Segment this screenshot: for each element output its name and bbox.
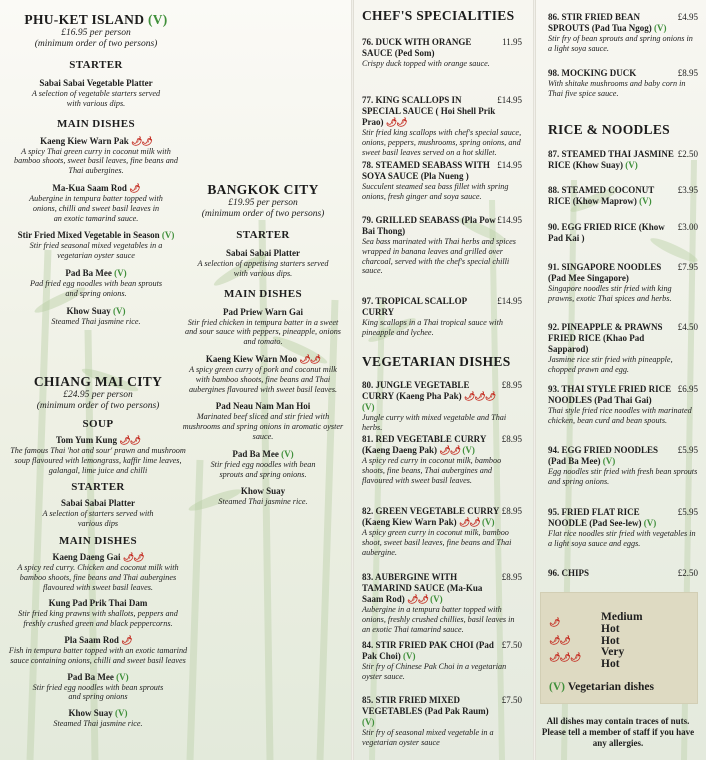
dish-name: 82. GREEN VEGETABLE CURRY (Kaeng Kiew Warn Pak) <box>362 506 500 527</box>
dish-desc: Stir fried king prawns with shallots, peppers and freshly crushed green and black peppercorns. <box>18 609 178 629</box>
dish-desc: A spicy green curry in coconut milk, bamboo shoot, sweet basil leaves, fine beans and Thai aubergine. <box>362 528 512 557</box>
dish-desc: A spicy red curry. Chicken and coconut milk with bamboo shoots, fine beans and Thai aubergines flavoured with sweet basil leaves. <box>17 562 179 592</box>
chili-icon: 🌶🌶 <box>122 551 144 562</box>
phuket-starter-heading: STARTER <box>69 59 123 71</box>
dish-desc: A selection of vegetable starters served with various dips. <box>31 89 161 108</box>
dish-desc: A selection of appetising starters served with various dips. <box>197 259 329 278</box>
chili-icon: 🌶 <box>121 634 132 645</box>
veg-mark: (V) <box>403 651 416 661</box>
veg-mark: (V) <box>114 267 127 278</box>
dish-name: 85. STIR FRIED MIXED VEGETABLES (Pad Pak Raum) <box>362 695 489 716</box>
menu-item <box>362 434 522 485</box>
dish-name: Pad Neau Nam Man Hoi <box>215 401 311 412</box>
menu-item <box>362 572 522 634</box>
dish-name: Tom Yum Kung <box>55 435 117 445</box>
dish-desc: Fish in tempura batter topped with an exotic tamarind sauce containing onions, chilli and sweet basil leaves <box>8 645 188 665</box>
dish-name: Kaeng Kiew Warn Moo <box>205 353 297 364</box>
dish-desc: The famous Thai 'hot and sour' prawn and mushroom soup flavoured with lemongrass, kaffir lime leaves, galangal, lime juice and chilli <box>10 446 186 475</box>
dish-desc: Aubergine in a tempura batter topped with onions, freshly crushed chillies, basil leaves in an exotic Thai tamarind sauce. <box>362 605 515 634</box>
dish-name: 77. KING SCALLOPS IN SPECIAL SAUCE ( Hoi Shell Prik Prao) <box>362 95 496 127</box>
phuket-min-order: (minimum order of two persons) <box>34 39 158 49</box>
dish-desc: Stir fried seasonal mixed vegetables in a vegetarian oyster sauce <box>29 241 163 261</box>
chili-icon: 🌶🌶🌶 <box>463 391 496 401</box>
dish-name: 90. EGG FRIED RICE (Khow Pad Kai ) <box>548 222 665 243</box>
dish-name: Pad Ba Mee <box>67 671 114 682</box>
menu-item <box>362 160 522 202</box>
dish-desc: Thai style fried rice noodles with marinated chicken, bean curd and bean spouts. <box>548 406 692 425</box>
menu-item <box>362 37 522 69</box>
chili-icon: 🌶🌶 <box>407 594 428 604</box>
dish-name: Kaeng Daeng Gai <box>52 551 121 562</box>
dish-name: 93. THAI STYLE FRIED RICE NOODLES (Pad Thai Gai) <box>548 384 672 405</box>
bangkok-title: BANGKOK CITY <box>207 182 319 197</box>
dish-desc: A spicy Thai green curry in coconut milk with bamboo shoots, sweet basil leaves, fine beans and Thai aubergines. <box>14 146 178 176</box>
dish-price: £14.95 <box>497 215 522 225</box>
dish-desc: Stir fried egg noodles with bean sprouts and spring onions <box>32 682 164 702</box>
legend-hot: Hot <box>601 634 620 647</box>
menu-item <box>362 95 522 157</box>
veg-mark: (V) <box>654 23 667 33</box>
veg-mark: (V) <box>639 196 652 206</box>
dish-desc: Pad fried egg noodles with bean sprouts and spring onions. <box>29 278 163 298</box>
veg-mark: (V) <box>281 448 294 459</box>
dish-desc: King scallops in a Thai tropical sauce with pineapple and lychee. <box>362 318 503 337</box>
chiangmai-main-heading: MAIN DISHES <box>58 534 138 547</box>
veg-title: VEGETARIAN DISHES <box>362 354 511 369</box>
menu-item <box>548 507 698 549</box>
dish-desc: Jungle curry with mixed vegetable and Thai herbs. <box>362 413 507 432</box>
chiangmai-min-order: (minimum order of two persons) <box>36 401 160 411</box>
chili-icon: 🌶🌶 <box>119 435 141 445</box>
chili-icon: 🌶🌶 <box>439 445 461 455</box>
dish-desc: Stir fry of Chinese Pak Choi in a vegetarian oyster sauce. <box>362 662 507 681</box>
dish-name: Kung Pad Prik Thai Dam <box>48 598 148 609</box>
dish-desc: Flat rice noodles stir fried with vegetables in a light soya sauce and eggs. <box>548 529 696 548</box>
menu-item <box>548 322 698 375</box>
dish-name: Kaeng Kiew Warn Pak <box>40 135 129 146</box>
allergy-note: All dishes may contain traces of nuts. Please tell a member of staff if you have any allergies. <box>541 716 695 748</box>
dish-name: 79. GRILLED SEABASS (Pla Pow Bai Thong) <box>362 215 496 236</box>
dish-desc: Steamed Thai jasmine rice. <box>53 719 143 729</box>
phuket-title: PHU-KET ISLAND <box>24 12 145 27</box>
dish-price: £4.95 <box>677 12 698 22</box>
dish-price: 11.95 <box>502 37 522 47</box>
bangkok-starter-heading: STARTER <box>236 229 290 241</box>
chiangmai-starter-heading: STARTER <box>71 481 125 494</box>
dish-price: £5.95 <box>677 507 698 517</box>
dish-price: £5.95 <box>677 445 698 455</box>
bangkok-main-heading: MAIN DISHES <box>223 287 303 300</box>
legend-vegetarian: Vegetarian dishes <box>567 681 654 693</box>
dish-name: 87. STEAMED THAI JASMINE RICE (Khow Suay) <box>548 149 674 170</box>
dish-desc: A spicy green curry of pork and coconut milk with bamboo shoots, fine beans and Thai aubergines flavoured with sweet basil leaves. <box>188 364 338 394</box>
veg-mark: (V) <box>362 717 375 727</box>
dish-desc: Stir fried king scallops with chef's special sauce, onions, peppers, mushrooms, spring onions, and sweet basil leaves served on a hot skillet. <box>362 128 522 157</box>
veg-mark: (V) <box>116 671 129 682</box>
dish-price: £3.00 <box>677 222 698 232</box>
dish-name: Pad Priew Warn Gai <box>222 306 304 317</box>
bangkok-section <box>182 182 344 507</box>
menu-item <box>362 506 522 557</box>
chiangmai-section <box>8 374 188 729</box>
veg-mark: (V) <box>462 445 475 455</box>
menu-item <box>548 68 698 99</box>
dish-name: 86. STIR FRIED BEAN SPROUTS (Pad Tua Ngog) <box>548 12 652 33</box>
menu-item <box>362 380 522 433</box>
dish-name: Sabai Sabai Platter <box>225 248 300 258</box>
menu-item <box>362 215 522 276</box>
dish-name: Ma-Kua Saam Rod <box>52 182 127 193</box>
veg-mark: (V) <box>430 594 443 604</box>
dish-name: 94. EGG FRIED NOODLES (Pad Ba Mee) <box>548 445 659 466</box>
dish-desc: Steamed Thai jasmine rice. <box>51 316 141 326</box>
veg-mark: (V) <box>625 160 638 170</box>
dish-desc: With shitake mushrooms and baby corn in Thai five spice sauce. <box>548 79 686 98</box>
dish-name: 76. DUCK WITH ORANGE SAUCE (Ped Som) <box>362 37 472 58</box>
menu-item <box>548 149 698 171</box>
bangkok-price: £19.95 per person <box>228 198 298 208</box>
dish-name: 83. AUBERGINE WITH TAMARIND SAUCE (Ma-Kua Saam Rod) <box>362 572 483 604</box>
menu-item <box>548 384 698 426</box>
dish-name: 78. STEAMED SEABASS WITH SOYA SAUCE (Pla Nueng ) <box>362 160 490 181</box>
veg-mark: (V) <box>602 456 616 466</box>
phuket-price: £16.95 per person <box>61 28 131 38</box>
menu-item <box>548 568 698 579</box>
dish-desc: Sea bass marinated with Thai herbs and spices wrapped in banana leaves and grilled over charcoal, served with the chef's special chilli sauce. <box>362 237 516 276</box>
page-fold <box>351 0 354 760</box>
menu-item <box>362 695 522 748</box>
chiangmai-soup-heading: SOUP <box>82 418 114 430</box>
legend-very-hot: Very Hot <box>601 645 625 670</box>
chili-icon: 🌶🌶 <box>458 517 480 527</box>
dish-name: 80. JUNGLE VEGETABLE CURRY (Kaeng Pha Pak) <box>362 380 470 401</box>
dish-name: 95. FRIED FLAT RICE NOODLE (Pad See-lew) <box>548 507 642 528</box>
dish-price: £8.95 <box>677 68 698 78</box>
menu-item <box>548 445 698 487</box>
veg-mark: (V) <box>161 230 175 241</box>
dish-price: £2.50 <box>677 149 698 159</box>
chili-icon: 🌶🌶🌶 <box>549 652 581 662</box>
dish-price: £8.95 <box>501 506 522 516</box>
dish-price: £7.50 <box>501 695 522 705</box>
menu-item <box>548 262 698 304</box>
dish-desc: Stir fry of bean sprouts and spring onions in a light soya sauce. <box>548 34 693 53</box>
chili-icon: 🌶 <box>129 182 140 193</box>
dish-name: Sabai Sabai Vegetable Platter <box>39 78 153 88</box>
chef-title: CHEF'S SPECIALITIES <box>362 8 515 23</box>
menu-item <box>362 640 522 682</box>
dish-name: 98. MOCKING DUCK <box>548 68 637 78</box>
menu-item <box>548 222 698 244</box>
veg-mark: (V) <box>643 518 657 528</box>
dish-name: 81. RED VEGETABLE CURRY (Kaeng Daeng Pak) <box>362 434 487 455</box>
dish-price: £6.95 <box>677 384 698 394</box>
menu-item <box>548 12 698 54</box>
dish-name: Khow Suay <box>68 708 113 719</box>
dish-desc: Succulent steamed sea bass fillet with spring onions, fresh ginger and soya sauce. <box>362 182 509 201</box>
veg-mark: (V) <box>147 12 168 27</box>
veg-mark: (V) <box>362 402 375 412</box>
chiangmai-price: £24.95 per person <box>63 390 133 400</box>
phuket-section <box>10 12 182 326</box>
dish-name: Pad Ba Mee <box>232 448 279 459</box>
dish-name: 91. SINGAPORE NOODLES (Pad Mee Singapore) <box>548 262 662 283</box>
dish-desc: A spicy red curry in coconut milk, bamboo shoots, fine beans, Thai aubergines and flavoured with sweet basil leaves. <box>362 456 502 485</box>
dish-name: Khow Suay <box>66 305 111 316</box>
dish-name: Pad Ba Mee <box>65 267 112 278</box>
veg-mark: (V) <box>113 305 126 316</box>
chiangmai-title: CHIANG MAI CITY <box>33 374 163 389</box>
dish-price: £14.95 <box>497 95 522 105</box>
dish-price: £8.95 <box>501 572 522 582</box>
spice-legend <box>540 592 698 704</box>
dish-desc: Aubergine in tempura batter topped with onions, chilli and sweet basil leaves in an exotic tamarind sauce. <box>29 193 163 223</box>
menu-item <box>548 185 698 207</box>
dish-name: 84. STIR FRIED PAK CHOI (Pad Pak Choi) <box>362 640 494 661</box>
dish-desc: Singapore noodles stir fried with king prawns, exotic Thai spices and herbs. <box>548 284 672 303</box>
phuket-main-heading: MAIN DISHES <box>56 117 136 130</box>
chili-icon: 🌶 <box>549 617 560 627</box>
dish-name: 96. CHIPS <box>548 568 590 578</box>
dish-price: £14.95 <box>497 296 522 306</box>
dish-name: 97. TROPICAL SCALLOP CURRY <box>362 296 467 317</box>
dish-desc: Stir fried egg noodles with bean sprouts and spring onions. <box>210 459 316 479</box>
legend-medium-hot: Medium Hot <box>601 610 643 635</box>
dish-price: £4.50 <box>677 322 698 332</box>
menu-item <box>362 296 522 338</box>
rice-noodles-title: RICE & NOODLES <box>548 122 670 137</box>
dish-name: Stir Fried Mixed Vegetable in Season <box>17 230 160 241</box>
chili-icon: 🌶🌶 <box>385 117 407 127</box>
dish-name: Khow Suay <box>240 486 286 497</box>
chili-icon: 🌶🌶 <box>130 135 152 146</box>
dish-price: £8.95 <box>501 434 522 444</box>
dish-price: £3.95 <box>677 185 698 195</box>
dish-name: 88. STEAMED COCONUT RICE (Khow Maprow) <box>548 185 655 206</box>
dish-desc: Jasmine rice stir fried with pineapple, chopped prawn and egg. <box>548 355 673 374</box>
dish-desc: Marinated beef sliced and stir fried with mushrooms and spring onions in aromatic oyster sauce. <box>182 412 344 441</box>
dish-desc: Steamed Thai jasmine rice. <box>218 497 308 507</box>
bangkok-min-order: (minimum order of two persons) <box>201 209 325 219</box>
dish-price: £14.95 <box>497 160 522 170</box>
dish-name: 92. PINEAPPLE & PRAWNS FRIED RICE (Khao Pad Sapparod) <box>548 322 663 354</box>
dish-desc: Crispy duck topped with orange sauce. <box>362 59 490 68</box>
dish-name: Sabai Sabai Platter <box>60 498 135 509</box>
dish-desc: Egg noodles stir fried with fresh bean sprouts and spring onions. <box>548 467 698 486</box>
veg-mark: (V) <box>115 708 128 719</box>
dish-desc: Stir fried chicken in tempura batter in a sweet and sour sauce with peppers, pineapple, onions and tomato. <box>184 317 341 347</box>
dish-price: £2.50 <box>677 568 698 578</box>
dish-price: £8.95 <box>501 380 522 390</box>
dish-desc: Stir fry of seasonal mixed vegetable in a vegetarian oyster sauce <box>362 728 494 747</box>
dish-price: £7.95 <box>677 262 698 272</box>
dish-price: £7.50 <box>501 640 522 650</box>
dish-name: Pla Saam Rod <box>64 634 119 645</box>
veg-mark: (V) <box>549 681 565 693</box>
dish-desc: A selection of starters served with various dips <box>42 509 154 529</box>
page-fold <box>533 0 536 760</box>
chili-icon: 🌶🌶 <box>549 635 570 645</box>
chili-icon: 🌶🌶 <box>299 353 321 364</box>
veg-mark: (V) <box>481 517 495 527</box>
